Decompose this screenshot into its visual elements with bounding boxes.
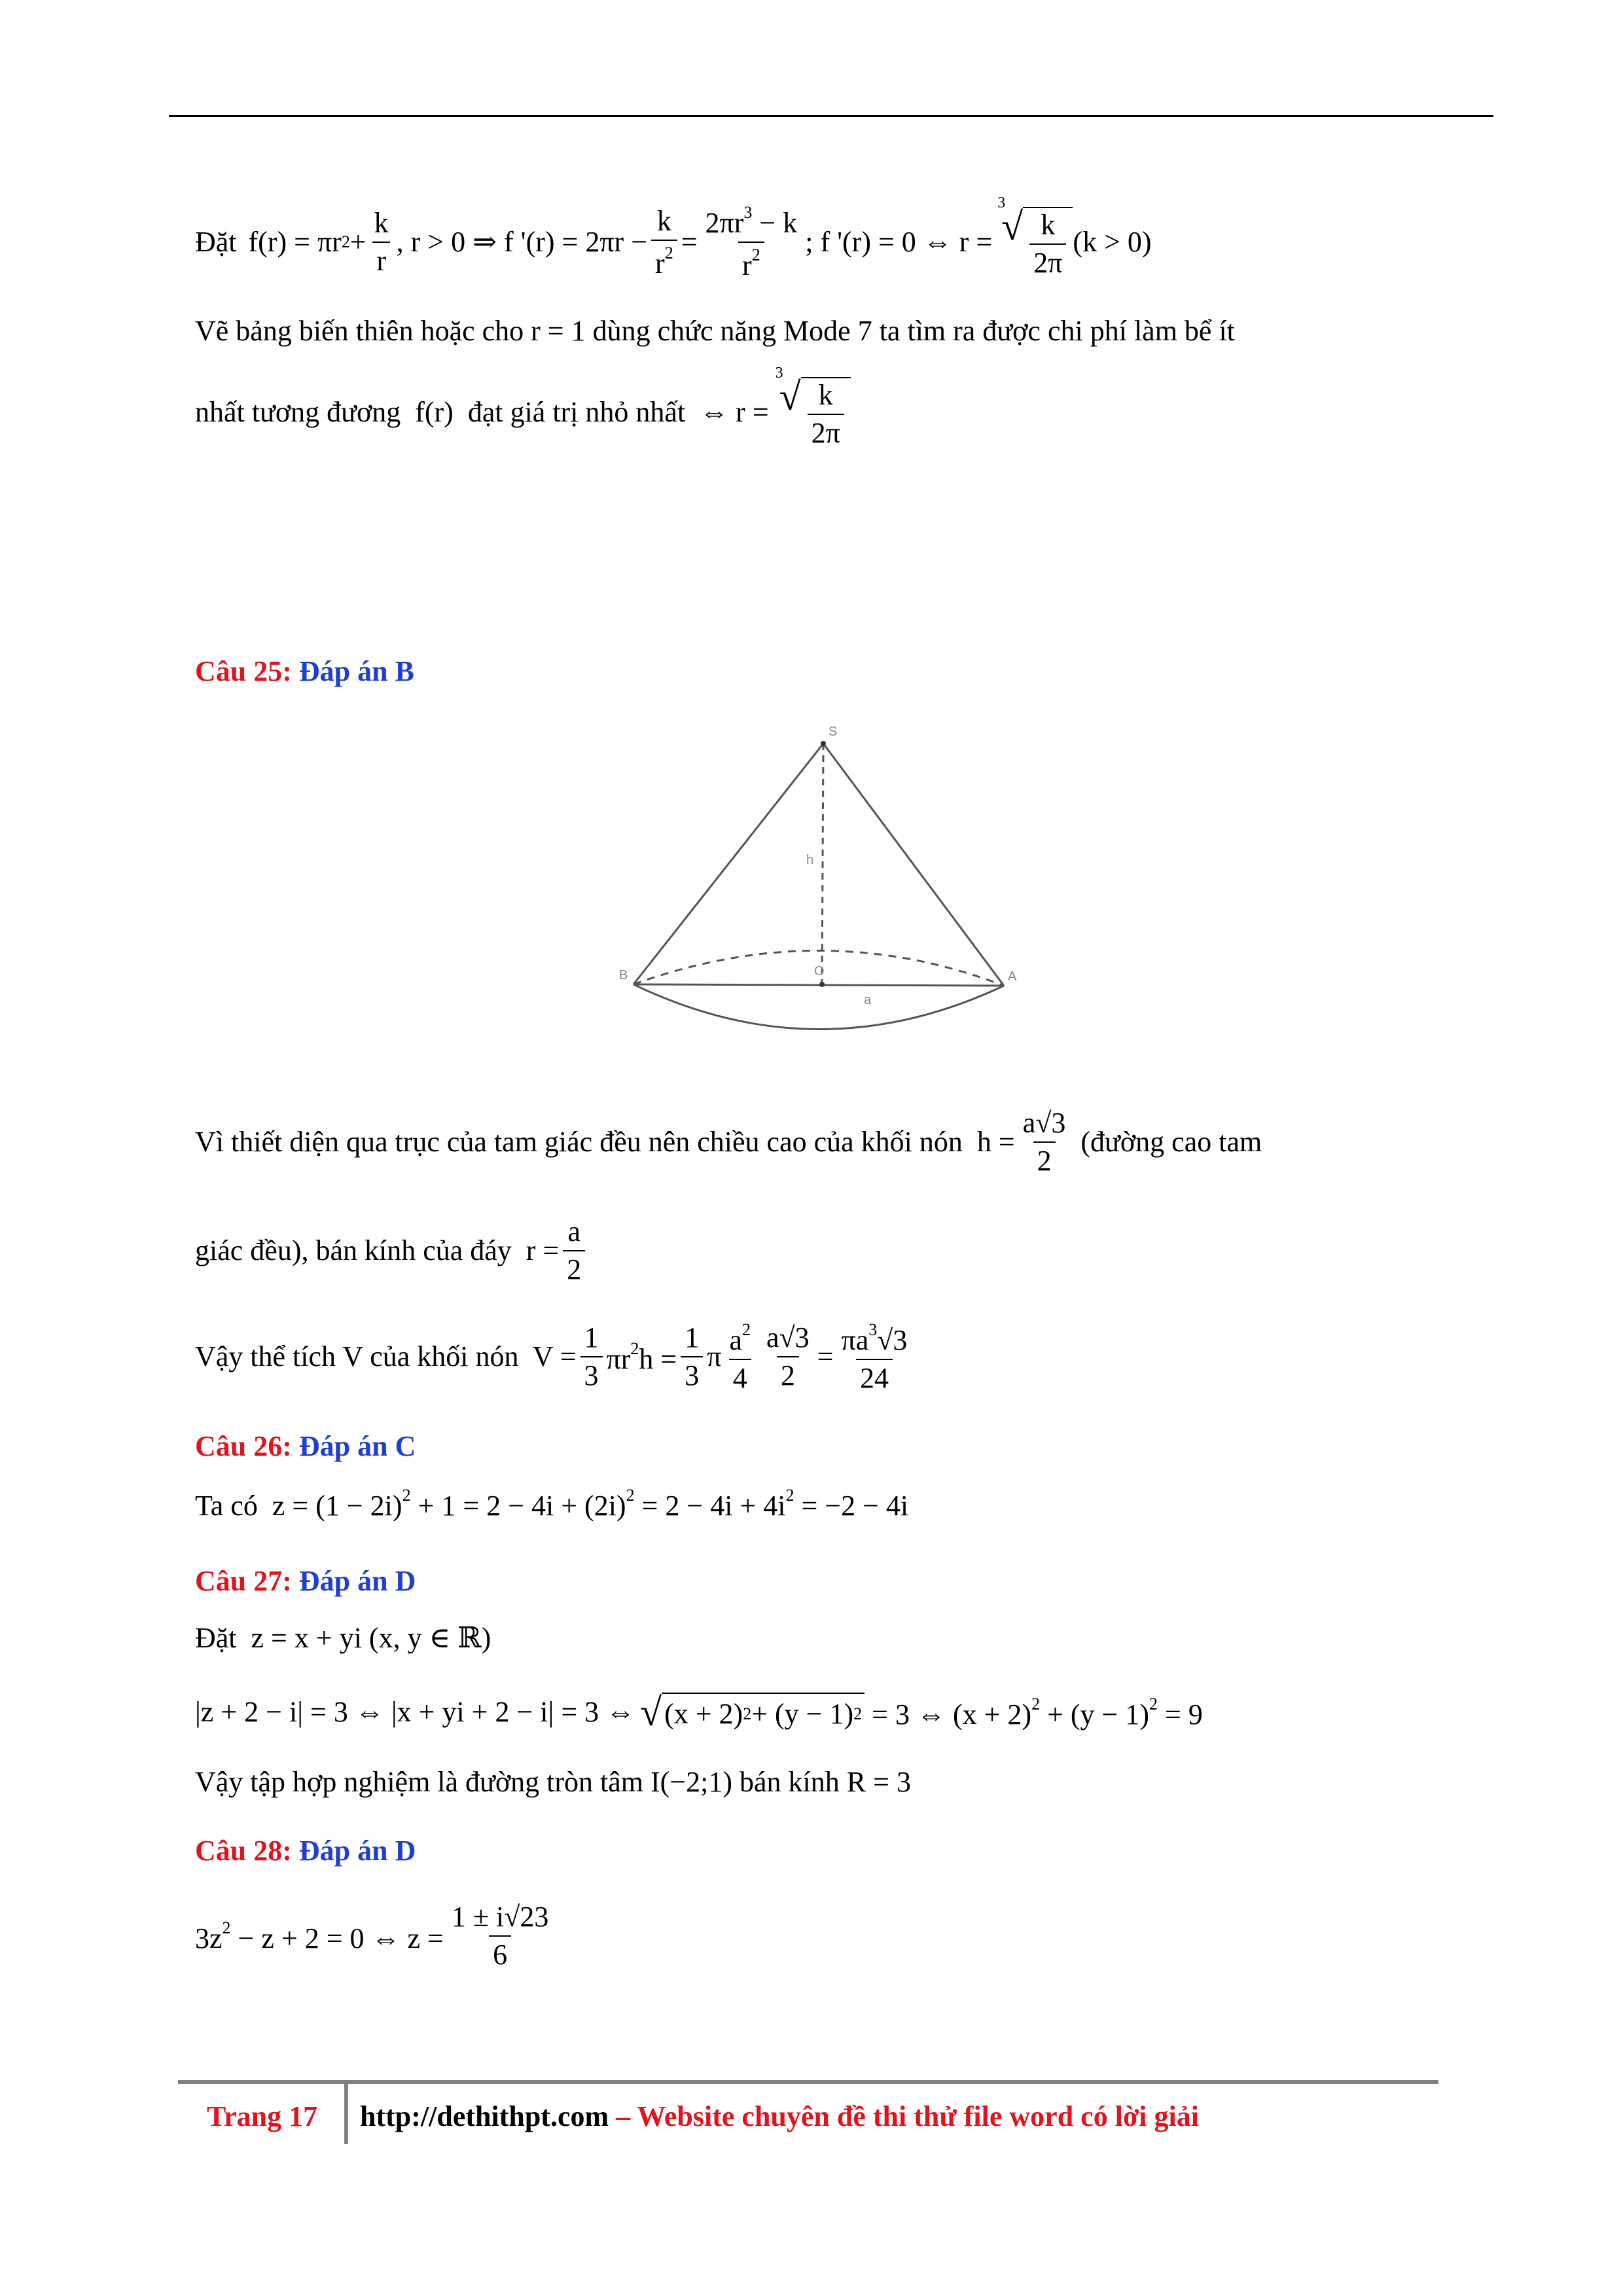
p25-1-text (0, 0, 1, 1)
paragraph-cau-26: Ta có $z = (1 - 2i)^2 + 1 = 2 - 4i + (2i)^2 = 2 - 4i + 4i^2 = -2 - 4i$ (195, 1485, 909, 1522)
paragraph-cau-27-modulus: |z + 2 − i| = 3 ⇔ |x + yi + 2 − i| = 3 ⇔ √ (x + 2) 2 + (y − 1) 2 = 3 ⇔ $(x + 2)^2 + (y - 1)^2 = 9$ (195, 1691, 1203, 1734)
heading-cau-25 (195, 655, 414, 688)
footer-site (360, 2100, 1199, 2133)
label-B: B (619, 968, 628, 982)
label-O: O (814, 964, 825, 978)
paragraph-bang-bien-thien: Vẽ bảng biến thiên hoặc cho r = 1 dùng chức năng Mode 7 ta tìm ra được chi phí làm bể ít (195, 315, 1235, 347)
p25-2-text (0, 0, 1, 1)
fr-formula-text (0, 0, 1, 1)
label-S: S (829, 725, 838, 739)
base-front-arc (633, 984, 1004, 1030)
paragraph-nhat-tuong-duong: nhất tương đương f(r) đạt giá trị nhỏ nhất ⇔ r = 3 √ $\frac{k}{2\pi}$ (195, 367, 851, 458)
heading-cau-26 (195, 1429, 416, 1463)
p26-text (0, 0, 1, 1)
answer-label: Đáp án D (298, 1565, 416, 1597)
page-number: Trang 17 (207, 2100, 318, 2132)
footer-tagline: – Website chuyên đề thi thử file word có lời giải (609, 2100, 1199, 2132)
base-diameter (633, 984, 1004, 986)
p28-text (0, 0, 1, 1)
p27-2-text (0, 0, 1, 1)
top-rule (169, 115, 1493, 117)
cone-edge-left (633, 744, 823, 984)
answer-label: Đáp án D (298, 1835, 416, 1867)
p27-1-text (0, 0, 1, 1)
footer-url[interactable]: http://dethithpt.com (360, 2100, 609, 2132)
cone-figure (615, 720, 1034, 1060)
dat-label: Đặt (195, 226, 237, 258)
cone-axis (822, 744, 823, 984)
paragraph-cau-27-ket-luan: Vậy tập hợp nghiệm là đường tròn tâm I(−2;1) bán kính R = 3 (195, 1766, 911, 1798)
apex-point (821, 741, 826, 746)
fr-formula: f(r) = πr 2 + $\frac{k}{r}$ , r > 0 ⇒ f '(r) = 2πr − $\frac{k}{r^2}$ = $\frac{2\pi r^3 - k}{r^2}$ ; f '(r) = 0 ⇔ r = 3 √ $\frac{k}{2\pi}$ (k > 0) (248, 194, 1152, 281)
formula-fr-definition (195, 196, 1152, 288)
p25-3-text (0, 0, 1, 1)
question-label: Câu 27: (195, 1565, 292, 1597)
paragraph-the-tich: Vậy thể tích V của khối nón V = $\frac{1}{3}$ $\pi r^2h$ = $\frac{1}{3}$ π $\frac{a^2}{4}$ $\frac{a√3}{2}$ = $\frac{\pi a^3√3}{24}$ (195, 1319, 908, 1394)
question-label: Câu 28: (195, 1835, 292, 1867)
paragraph-cau-27-dat: Đặt z = x + yi (x, y ∈ ℝ) (195, 1622, 491, 1654)
paragraph-cau-28: $3z^2 - z + 2 = 0$ ⇔ z = $\frac{1 \pm i√23}{6}$ (195, 1901, 549, 1971)
heading-cau-27 (195, 1564, 416, 1598)
footer-page-label (207, 2100, 317, 2133)
question-label: Câu 25: (195, 655, 292, 687)
answer-label: Đáp án C (298, 1430, 416, 1462)
cone-edge-right (823, 744, 1004, 986)
answer-label: Đáp án B (298, 655, 414, 687)
label-a: a (864, 993, 872, 1007)
question-label: Câu 26: (195, 1430, 292, 1462)
footer-rule (178, 2080, 1438, 2084)
label-h: h (806, 853, 814, 867)
p1-line2-text (0, 0, 1, 1)
heading-cau-28 (195, 1834, 416, 1867)
paragraph-thiet-dien: Vì thiết diện qua trục của tam giác đều nên chiều cao của khối nón h = $\frac{a√3}{2}$ (đường cao tam (195, 1107, 1262, 1177)
center-point (819, 982, 825, 987)
footer-divider (344, 2084, 348, 2144)
label-A: A (1008, 969, 1017, 984)
paragraph-ban-kinh: giác đều), bán kính của đáy r = $\frac{a}{2}$ (195, 1208, 589, 1293)
